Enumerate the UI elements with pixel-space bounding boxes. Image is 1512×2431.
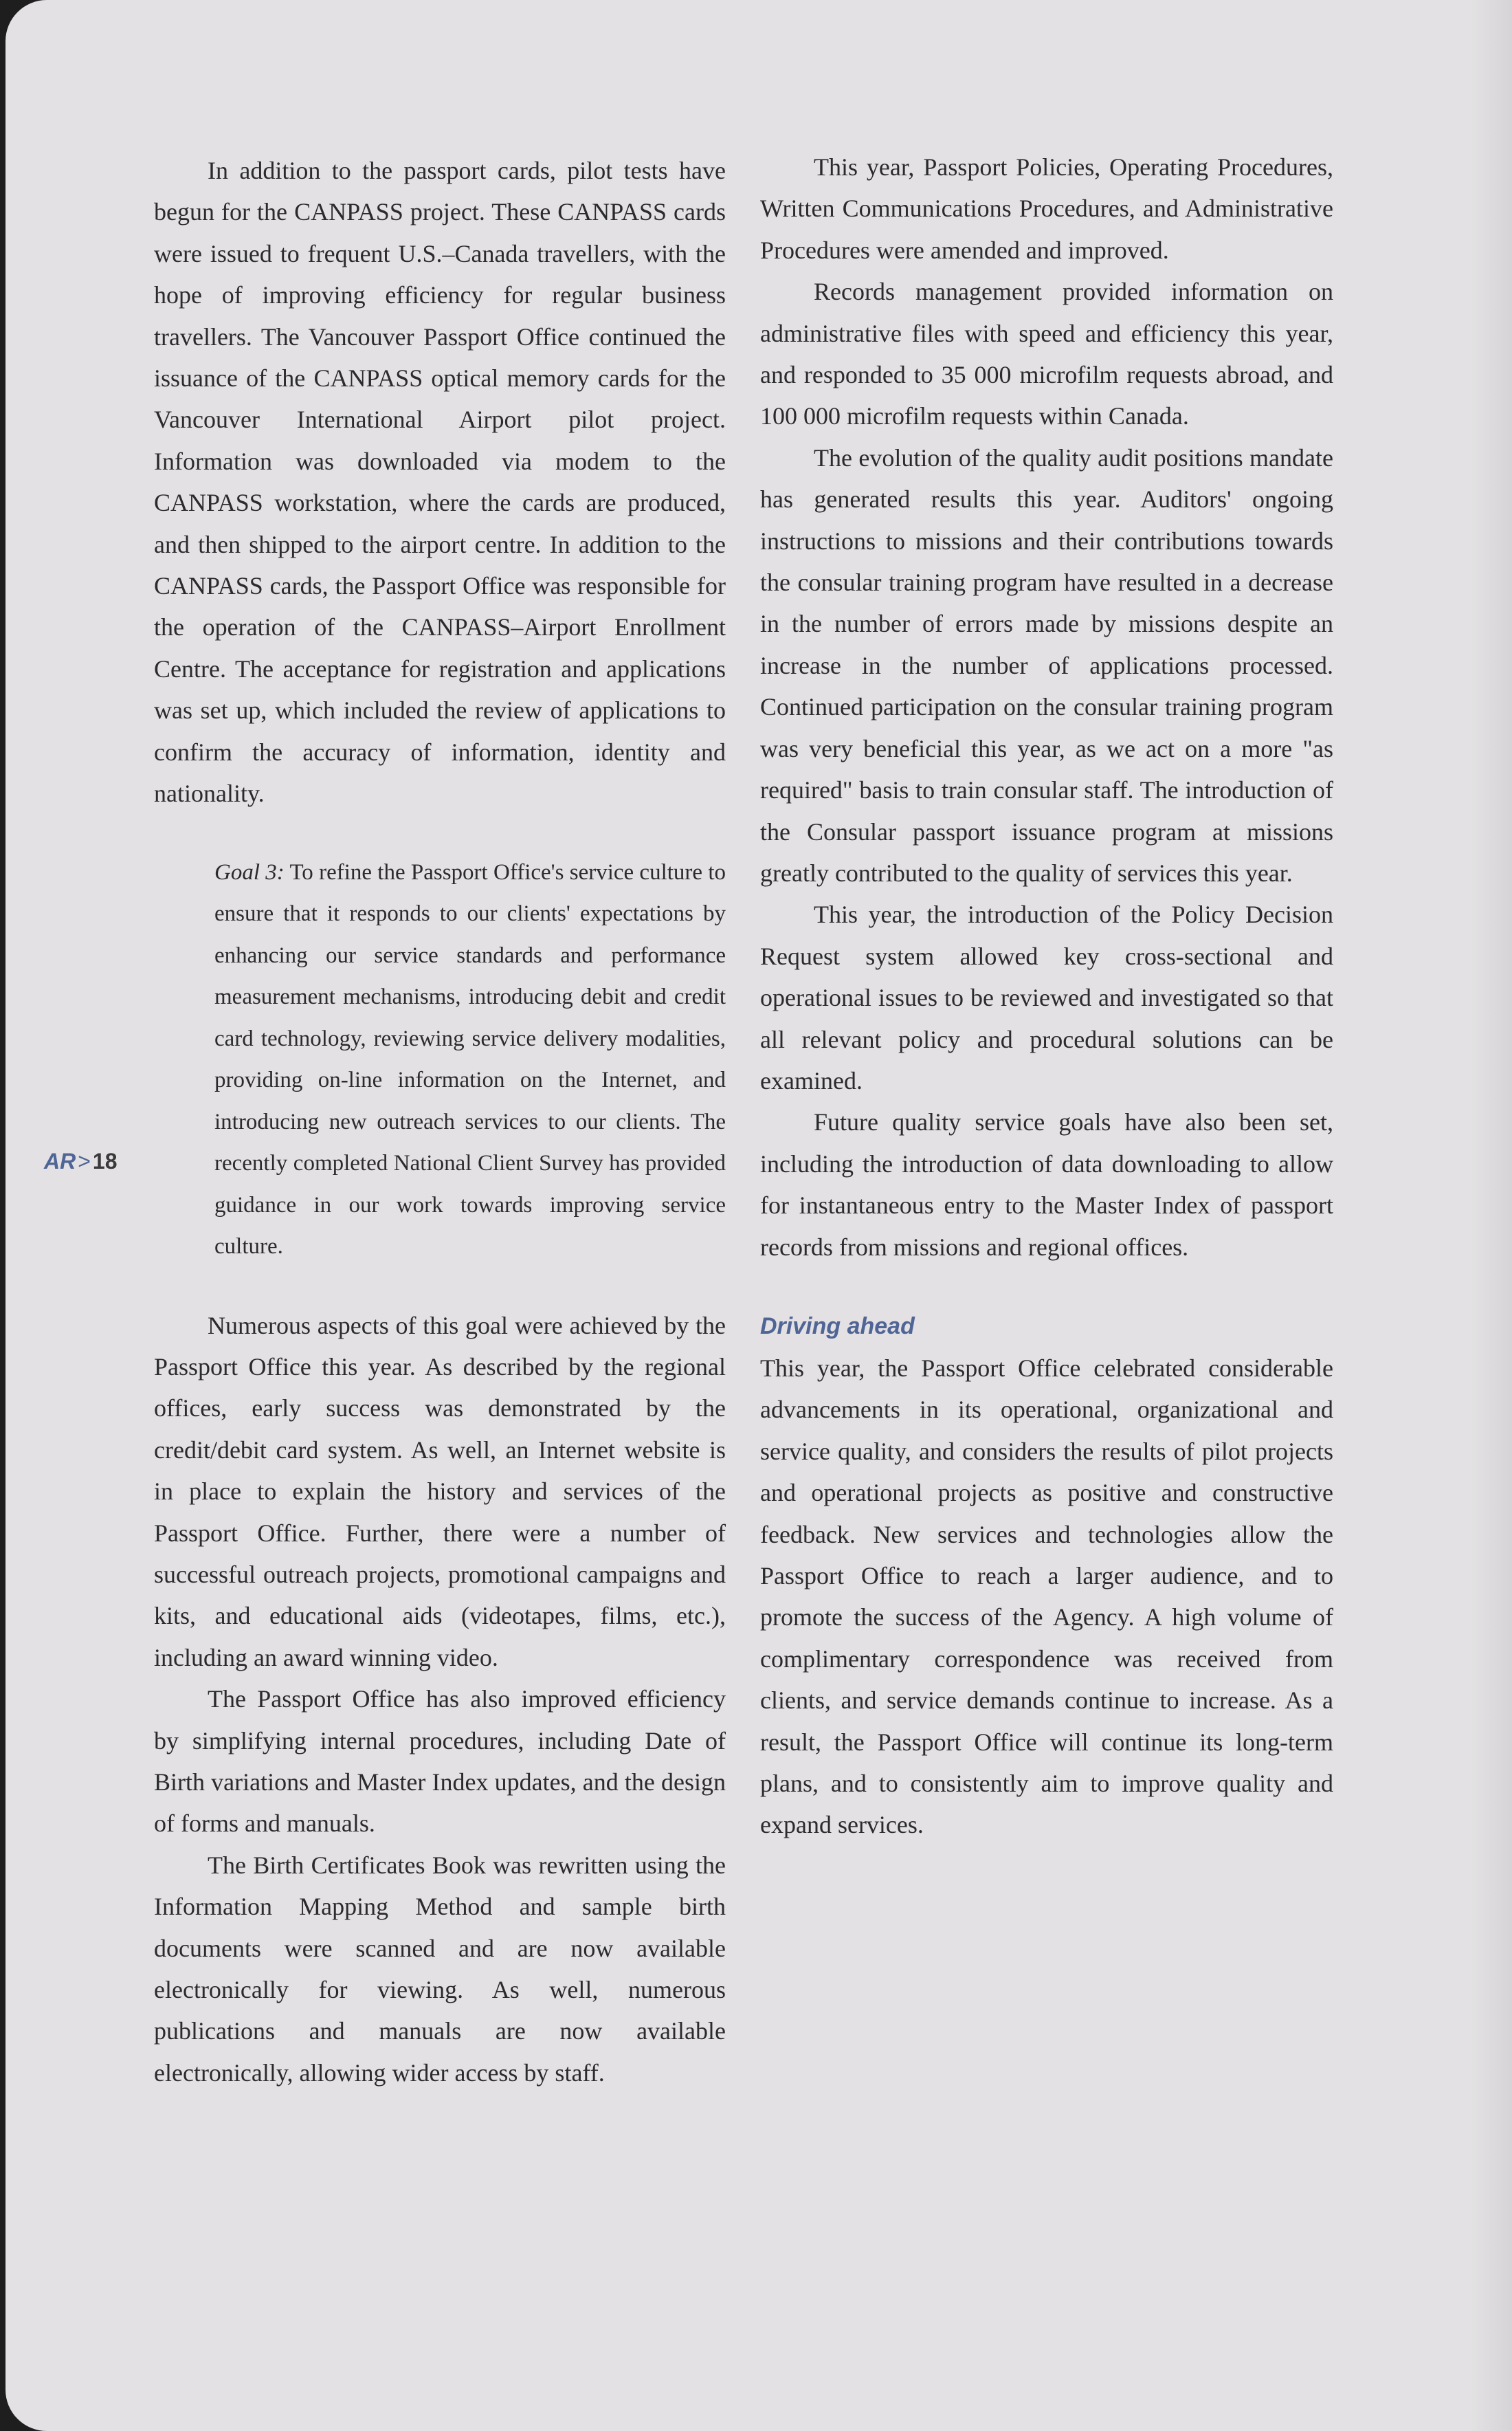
left-paragraph-4: The Birth Certificates Book was rewritten using the Information Mapping Method and sample birth documents were scanned and are now available electronically for viewing. As well, numerous publications and manuals are now available electronically, allowing wider access by staff. xyxy=(154,1851,726,2087)
right-paragraph-6: This year, the Passport Office celebrated considerable advancements in its operational, organizational and service quality, and considers the results of pilot projects and operational projects as positive and constructive feedback. New services and technologies allow the Passport Office to reach a larger audience, and to promote the success of the Agency. A high volume of complimentary correspondence was received from clients, and service demands continue to increase. As a result, the Passport Office will continue its long-term plans, and to consistently aim to improve quality and expand services. xyxy=(760,1354,1333,1839)
goal-text: To refine the Passport Office's service culture to ensure that it responds to our clients' expectations by enhancing our service standards and performance measurement mechanisms, introducing debit and credit card technology, reviewing service delivery modalities, providing on-line information on the Internet, and introducing new outreach services to our clients. The recently completed National Client Survey has provided guidance in our work towards improving service culture. xyxy=(214,859,726,1259)
right-paragraph-3: The evolution of the quality audit positions mandate has generated results this year. Auditors' ongoing instructions to missions and their contributions towards the consular training program have resulted in a decrease in the number of errors made by missions despite an increase in the number of applications processed. Continued participation on the consular training program was very beneficial this year, as we act on a more "as required" basis to train consular staff. The introduction of the Consular passport issuance program at missions greatly contributed to the quality of services this year. xyxy=(760,443,1333,887)
goal-3-block xyxy=(214,852,726,1268)
folio-prefix: AR xyxy=(44,1149,76,1174)
right-paragraph-4: This year, the introduction of the Policy Decision Request system allowed key cross-sectional and operational issues to be reviewed and investigated so that all relevant policy and procedural solutions can be examined. xyxy=(760,901,1333,1094)
goal-label: Goal 3: xyxy=(214,859,285,885)
right-column xyxy=(760,146,1333,1846)
left-paragraph-3: The Passport Office has also improved efficiency by simplifying internal procedures, including Date of Birth variations and Master Index updates, and the design of forms and manuals. xyxy=(154,1685,726,1838)
section-heading: Driving ahead xyxy=(760,1312,915,1339)
page-number xyxy=(44,1144,118,1178)
left-paragraph-1: In addition to the passport cards, pilot tests have begun for the CANPASS project. These CANPASS cards were issued to frequent U.S.–Canada travellers, with the hope of improving efficiency for regular business travellers. The Vancouver Passport Office continued the issuance of the CANPASS optical memory cards for the Vancouver International Airport pilot project. Information was downloaded via modem to the CANPASS workstation, where the cards are produced, and then shipped to the airport centre. In addition to the CANPASS cards, the Passport Office was responsible for the operation of the CANPASS–Airport Enrollment Centre. The acceptance for registration and applications was set up, which included the review of applications to confirm the accuracy of information, identity and nationality. xyxy=(154,157,726,808)
folio-number: 18 xyxy=(92,1149,118,1174)
document-page xyxy=(5,0,1512,2431)
left-paragraph-2: Numerous aspects of this goal were achieved by the Passport Office this year. As described by the regional offices, early success was demonstrated by the credit/debit card system. As well, an Internet website is in place to explain the history and services of the Passport Office. Further, there were a number of successful outreach projects, promotional campaigns and kits, and educational aids (videotapes, films, etc.), including an award winning video. xyxy=(154,1311,726,1671)
right-paragraph-1: This year, Passport Policies, Operating Procedures, Written Communications Procedures, and Administrative Procedures were amended and improved. xyxy=(760,153,1333,264)
right-paragraph-5: Future quality service goals have also been set, including the introduction of data downloading to allow for instantaneous entry to the Master Index of passport records from missions and regional offices. xyxy=(760,1108,1333,1261)
folio-separator: > xyxy=(78,1149,91,1174)
right-paragraph-2: Records management provided information on administrative files with speed and efficiency this year, and responded to 35 000 microfilm requests abroad, and 100 000 microfilm requests within Canada. xyxy=(760,278,1333,430)
left-column xyxy=(154,150,726,2093)
